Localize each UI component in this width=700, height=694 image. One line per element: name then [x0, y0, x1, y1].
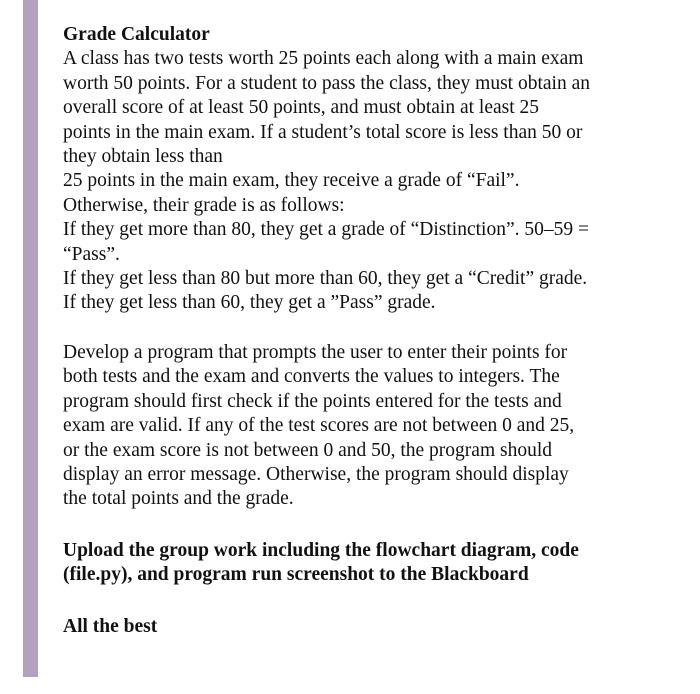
paragraph-line: the total points and the grade.: [63, 488, 294, 510]
document-title: Grade Calculator: [63, 24, 210, 45]
instruction-line: (file.py), and program run screenshot to the Blackboard: [63, 564, 529, 586]
paragraph-line: If they get less than 80 but more than 60, they get a “Credit” grade.: [63, 268, 588, 290]
paragraph-spacer: [63, 588, 673, 615]
paragraph-line: they obtain less than: [63, 146, 223, 168]
intro-paragraph: [63, 47, 673, 315]
document-body: [63, 23, 673, 639]
paragraph-line: program should first check if the points entered for the tests and: [63, 390, 562, 412]
paragraph-line: “Pass”.: [63, 243, 120, 265]
paragraph-line: Otherwise, their grade is as follows:: [63, 194, 345, 216]
task-paragraph: [63, 341, 673, 512]
paragraph-line: both tests and the exam and converts the values to integers. The: [63, 366, 560, 388]
paragraph-line: display an error message. Otherwise, the program should display: [63, 463, 569, 485]
paragraph-line: If they get more than 80, they get a grade of “Distinction”. 50–59 =: [63, 219, 589, 241]
paragraph-spacer: [63, 512, 673, 539]
closing-text: All the best: [63, 615, 158, 637]
paragraph-line: worth 50 points. For a student to pass the class, they must obtain an: [63, 72, 590, 94]
paragraph-spacer: [63, 316, 673, 341]
paragraph-line: exam are valid. If any of the test scores are not between 0 and 25,: [63, 415, 575, 437]
paragraph-line: Develop a program that prompts the user to enter their points for: [63, 341, 568, 363]
paragraph-line: or the exam score is not between 0 and 50, the program should: [63, 439, 552, 461]
left-accent-bar: [23, 0, 38, 677]
paragraph-line: points in the main exam. If a student’s total score is less than 50 or: [63, 121, 583, 143]
upload-instruction: [63, 539, 673, 588]
paragraph-line: If they get less than 60, they get a ”Pass” grade.: [63, 292, 436, 314]
paragraph-line: A class has two tests worth 25 points each along with a main exam: [63, 48, 584, 70]
paragraph-line: 25 points in the main exam, they receive a grade of “Fail”.: [63, 170, 520, 192]
paragraph-line: overall score of at least 50 points, and must obtain at least 25: [63, 97, 540, 119]
instruction-line: Upload the group work including the flowchart diagram, code: [63, 539, 579, 561]
